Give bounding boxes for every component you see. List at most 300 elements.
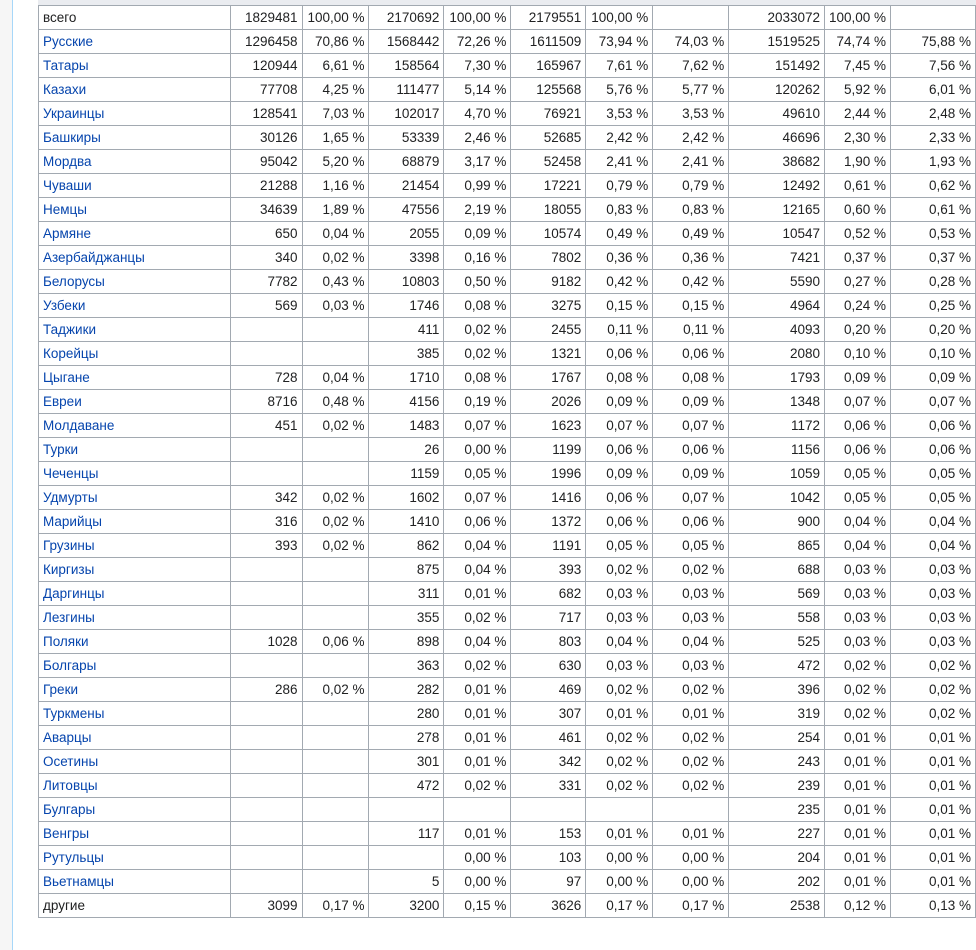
count-cell: 569: [230, 294, 302, 318]
share-cell: [302, 342, 369, 366]
count-cell: [230, 558, 302, 582]
count-cell: [230, 870, 302, 894]
count-cell: 865: [729, 534, 825, 558]
share-cell: [302, 774, 369, 798]
ethnic-group-cell[interactable]: [39, 750, 231, 774]
share-cell: 100,00 %: [586, 6, 653, 30]
share-cell: 0,03 %: [825, 582, 891, 606]
share-cell: 0,19 %: [444, 390, 511, 414]
ethnic-group-cell[interactable]: [39, 630, 231, 654]
count-cell: 117: [369, 822, 444, 846]
share-cell: 0,01 %: [825, 870, 891, 894]
ethnic-group-cell[interactable]: [39, 390, 231, 414]
ethnic-group-link[interactable]: Литовцы: [43, 778, 98, 793]
ethnic-group-link[interactable]: Немцы: [43, 202, 87, 217]
ethnic-group-link[interactable]: Грузины: [43, 538, 95, 553]
ethnic-group-link[interactable]: Венгры: [43, 826, 90, 841]
ethnic-group-link[interactable]: Киргизы: [43, 562, 95, 577]
share-cell: 0,36 %: [653, 246, 729, 270]
share-cell: 0,02 %: [586, 558, 653, 582]
ethnic-group-link[interactable]: Марийцы: [43, 514, 102, 529]
ethnic-group-cell[interactable]: [39, 822, 231, 846]
share-cell: 0,06 %: [825, 414, 891, 438]
count-cell: 1042: [729, 486, 825, 510]
share-cell: 75,88 %: [891, 30, 976, 54]
share-cell: 0,06 %: [586, 510, 653, 534]
share-cell: 0,04 %: [825, 510, 891, 534]
share-cell: 0,79 %: [653, 174, 729, 198]
table-row: [39, 750, 976, 774]
ethnic-group-link[interactable]: Украинцы: [43, 106, 105, 121]
ethnic-group-cell: [39, 6, 231, 30]
ethnic-group-label: всего: [43, 10, 77, 25]
count-cell: 38682: [729, 150, 825, 174]
count-cell: 282: [369, 678, 444, 702]
ethnic-group-cell[interactable]: [39, 270, 231, 294]
count-cell: 243: [729, 750, 825, 774]
share-cell: [302, 462, 369, 486]
table-row: [39, 606, 976, 630]
share-cell: 0,62 %: [891, 174, 976, 198]
share-cell: 5,77 %: [653, 78, 729, 102]
share-cell: 0,11 %: [586, 318, 653, 342]
table-row: [39, 246, 976, 270]
count-cell: 2538: [729, 894, 825, 918]
share-cell: 0,03 %: [586, 606, 653, 630]
share-cell: 0,53 %: [891, 222, 976, 246]
share-cell: 0,43 %: [302, 270, 369, 294]
share-cell: 2,30 %: [825, 126, 891, 150]
ethnic-group-link[interactable]: Башкиры: [43, 130, 101, 145]
share-cell: 2,42 %: [586, 126, 653, 150]
ethnic-group-cell[interactable]: [39, 294, 231, 318]
share-cell: 2,44 %: [825, 102, 891, 126]
count-cell: 393: [511, 558, 586, 582]
count-cell: 2080: [729, 342, 825, 366]
ethnic-group-link[interactable]: Молдаване: [43, 418, 115, 433]
count-cell: 120262: [729, 78, 825, 102]
share-cell: 0,09 %: [891, 366, 976, 390]
ethnic-group-link[interactable]: Чуваши: [43, 178, 92, 193]
share-cell: 0,08 %: [653, 366, 729, 390]
table-row: [39, 894, 976, 918]
share-cell: 1,90 %: [825, 150, 891, 174]
count-cell: 12165: [729, 198, 825, 222]
share-cell: 0,07 %: [586, 414, 653, 438]
ethnic-group-link[interactable]: Греки: [43, 682, 79, 697]
ethnic-group-link[interactable]: Даргинцы: [43, 586, 105, 601]
share-cell: 0,07 %: [444, 414, 511, 438]
count-cell: 9182: [511, 270, 586, 294]
table-row: [39, 318, 976, 342]
count-cell: 97: [511, 870, 586, 894]
share-cell: 0,02 %: [586, 774, 653, 798]
share-cell: 7,62 %: [653, 54, 729, 78]
share-cell: 7,30 %: [444, 54, 511, 78]
ethnic-group-cell[interactable]: [39, 558, 231, 582]
table-row: [39, 174, 976, 198]
share-cell: 0,01 %: [825, 798, 891, 822]
ethnic-group-cell[interactable]: [39, 102, 231, 126]
table-row: [39, 270, 976, 294]
count-cell: 3275: [511, 294, 586, 318]
share-cell: 1,16 %: [302, 174, 369, 198]
share-cell: [302, 438, 369, 462]
share-cell: 0,04 %: [653, 630, 729, 654]
ethnic-group-link[interactable]: Чеченцы: [43, 466, 99, 481]
count-cell: 128541: [230, 102, 302, 126]
share-cell: 0,42 %: [653, 270, 729, 294]
ethnic-group-link[interactable]: Армяне: [43, 226, 92, 241]
share-cell: 0,02 %: [444, 654, 511, 678]
table-row: [39, 198, 976, 222]
count-cell: 1410: [369, 510, 444, 534]
share-cell: 0,04 %: [891, 534, 976, 558]
ethnic-group-link[interactable]: Осетины: [43, 754, 99, 769]
table-row: [39, 222, 976, 246]
ethnic-group-link[interactable]: Болгары: [43, 658, 97, 673]
count-cell: 4156: [369, 390, 444, 414]
count-cell: 319: [729, 702, 825, 726]
count-cell: 1996: [511, 462, 586, 486]
share-cell: 100,00 %: [302, 6, 369, 30]
share-cell: 0,03 %: [302, 294, 369, 318]
ethnic-group-link[interactable]: Казахи: [43, 82, 87, 97]
share-cell: 0,09 %: [653, 390, 729, 414]
count-cell: 103: [511, 846, 586, 870]
share-cell: 0,12 %: [825, 894, 891, 918]
count-cell: 3398: [369, 246, 444, 270]
share-cell: 0,07 %: [825, 390, 891, 414]
ethnic-group-link[interactable]: Татары: [43, 58, 89, 73]
share-cell: 0,04 %: [444, 534, 511, 558]
count-cell: 239: [729, 774, 825, 798]
count-cell: 1416: [511, 486, 586, 510]
ethnic-group-cell[interactable]: [39, 798, 231, 822]
share-cell: 0,03 %: [653, 582, 729, 606]
share-cell: 0,03 %: [653, 606, 729, 630]
count-cell: 1348: [729, 390, 825, 414]
count-cell: 1793: [729, 366, 825, 390]
count-cell: 1602: [369, 486, 444, 510]
share-cell: 0,07 %: [653, 414, 729, 438]
table-row: [39, 390, 976, 414]
share-cell: 0,00 %: [444, 846, 511, 870]
share-cell: 0,05 %: [586, 534, 653, 558]
ethnic-group-cell[interactable]: [39, 174, 231, 198]
ethnic-group-link[interactable]: Рутульцы: [43, 850, 104, 865]
count-cell: 5590: [729, 270, 825, 294]
left-margin-strip: [0, 0, 13, 950]
table-row: [39, 558, 976, 582]
ethnic-group-link[interactable]: Туркмены: [43, 706, 105, 721]
share-cell: 0,02 %: [825, 678, 891, 702]
share-cell: 3,17 %: [444, 150, 511, 174]
count-cell: 7421: [729, 246, 825, 270]
count-cell: [230, 750, 302, 774]
count-cell: [230, 462, 302, 486]
share-cell: 0,79 %: [586, 174, 653, 198]
share-cell: 74,74 %: [825, 30, 891, 54]
share-cell: 0,06 %: [891, 438, 976, 462]
ethnic-group-cell[interactable]: [39, 486, 231, 510]
ethnic-group-cell[interactable]: [39, 318, 231, 342]
ethnic-group-cell[interactable]: [39, 774, 231, 798]
share-cell: 6,61 %: [302, 54, 369, 78]
ethnic-group-cell[interactable]: [39, 246, 231, 270]
count-cell: 385: [369, 342, 444, 366]
share-cell: 0,01 %: [653, 702, 729, 726]
ethnic-group-cell[interactable]: [39, 222, 231, 246]
count-cell: 396: [729, 678, 825, 702]
count-cell: 4964: [729, 294, 825, 318]
count-cell: 2179551: [511, 6, 586, 30]
count-cell: 1746: [369, 294, 444, 318]
count-cell: 3099: [230, 894, 302, 918]
table-row: [39, 582, 976, 606]
ethnic-group-cell[interactable]: [39, 606, 231, 630]
count-cell: 102017: [369, 102, 444, 126]
ethnic-group-link[interactable]: Корейцы: [43, 346, 99, 361]
ethnic-group-link[interactable]: Узбеки: [43, 298, 86, 313]
share-cell: 0,02 %: [444, 342, 511, 366]
share-cell: 0,10 %: [891, 342, 976, 366]
share-cell: 0,02 %: [653, 774, 729, 798]
table-row: [39, 150, 976, 174]
ethnic-group-link[interactable]: Русские: [43, 34, 94, 49]
count-cell: 1623: [511, 414, 586, 438]
count-cell: 1829481: [230, 6, 302, 30]
share-cell: 2,41 %: [653, 150, 729, 174]
count-cell: [369, 798, 444, 822]
count-cell: 1028: [230, 630, 302, 654]
ethnic-group-cell[interactable]: [39, 678, 231, 702]
ethnic-group-cell[interactable]: [39, 534, 231, 558]
share-cell: 0,09 %: [825, 366, 891, 390]
share-cell: [302, 558, 369, 582]
count-cell: 340: [230, 246, 302, 270]
ethnic-group-cell[interactable]: [39, 54, 231, 78]
share-cell: 0,04 %: [302, 222, 369, 246]
count-cell: 2455: [511, 318, 586, 342]
ethnic-group-link[interactable]: Азербайджанцы: [43, 250, 145, 265]
ethnic-group-cell[interactable]: [39, 654, 231, 678]
ethnic-group-cell[interactable]: [39, 366, 231, 390]
share-cell: 0,20 %: [891, 318, 976, 342]
count-cell: 682: [511, 582, 586, 606]
ethnic-group-cell[interactable]: [39, 510, 231, 534]
share-cell: 0,83 %: [586, 198, 653, 222]
table-row: [39, 510, 976, 534]
ethnic-group-cell[interactable]: [39, 462, 231, 486]
share-cell: 0,01 %: [586, 822, 653, 846]
share-cell: 0,01 %: [444, 750, 511, 774]
share-cell: 4,25 %: [302, 78, 369, 102]
share-cell: [302, 318, 369, 342]
share-cell: 0,06 %: [653, 438, 729, 462]
ethnic-group-cell[interactable]: [39, 150, 231, 174]
count-cell: 900: [729, 510, 825, 534]
share-cell: 0,17 %: [586, 894, 653, 918]
share-cell: 0,06 %: [653, 342, 729, 366]
share-cell: 0,07 %: [891, 390, 976, 414]
table-row: [39, 486, 976, 510]
table-row: [39, 846, 976, 870]
share-cell: 70,86 %: [302, 30, 369, 54]
count-cell: 451: [230, 414, 302, 438]
share-cell: 0,05 %: [444, 462, 511, 486]
share-cell: 7,61 %: [586, 54, 653, 78]
count-cell: [230, 774, 302, 798]
count-cell: [230, 726, 302, 750]
count-cell: 26: [369, 438, 444, 462]
ethnic-group-link[interactable]: Поляки: [43, 634, 89, 649]
share-cell: 0,03 %: [891, 582, 976, 606]
ethnic-group-cell[interactable]: [39, 342, 231, 366]
count-cell: 77708: [230, 78, 302, 102]
share-cell: [586, 798, 653, 822]
share-cell: 0,49 %: [653, 222, 729, 246]
share-cell: 0,02 %: [444, 318, 511, 342]
share-cell: 2,19 %: [444, 198, 511, 222]
share-cell: 0,24 %: [825, 294, 891, 318]
ethnic-group-link[interactable]: Аварцы: [43, 730, 92, 745]
count-cell: 1172: [729, 414, 825, 438]
share-cell: 2,33 %: [891, 126, 976, 150]
ethnic-group-cell[interactable]: [39, 846, 231, 870]
share-cell: 0,01 %: [586, 702, 653, 726]
share-cell: [653, 6, 729, 30]
share-cell: [302, 750, 369, 774]
count-cell: [230, 342, 302, 366]
ethnic-group-cell[interactable]: [39, 414, 231, 438]
ethnic-group-link[interactable]: Таджики: [43, 322, 97, 337]
count-cell: 120944: [230, 54, 302, 78]
count-cell: 1059: [729, 462, 825, 486]
count-cell: 125568: [511, 78, 586, 102]
ethnic-group-link[interactable]: Вьетнамцы: [43, 874, 114, 889]
count-cell: 1321: [511, 342, 586, 366]
share-cell: 0,00 %: [653, 870, 729, 894]
count-cell: 21288: [230, 174, 302, 198]
table-row: [39, 126, 976, 150]
share-cell: 0,01 %: [825, 750, 891, 774]
ethnic-group-cell[interactable]: [39, 726, 231, 750]
share-cell: 0,02 %: [825, 654, 891, 678]
share-cell: [302, 654, 369, 678]
count-cell: 461: [511, 726, 586, 750]
ethnic-group-cell[interactable]: [39, 702, 231, 726]
count-cell: 331: [511, 774, 586, 798]
share-cell: 0,03 %: [891, 630, 976, 654]
ethnic-group-link[interactable]: Удмурты: [43, 490, 98, 505]
share-cell: 0,00 %: [444, 870, 511, 894]
share-cell: 0,00 %: [653, 846, 729, 870]
ethnic-group-link[interactable]: Мордва: [43, 154, 92, 169]
ethnic-group-link[interactable]: Евреи: [43, 394, 82, 409]
count-cell: 1199: [511, 438, 586, 462]
share-cell: 0,52 %: [825, 222, 891, 246]
share-cell: 0,05 %: [825, 462, 891, 486]
share-cell: 0,42 %: [586, 270, 653, 294]
share-cell: 0,01 %: [825, 846, 891, 870]
count-cell: 316: [230, 510, 302, 534]
count-cell: 2055: [369, 222, 444, 246]
share-cell: 0,01 %: [825, 726, 891, 750]
share-cell: 0,02 %: [653, 726, 729, 750]
share-cell: 0,61 %: [825, 174, 891, 198]
count-cell: 525: [729, 630, 825, 654]
share-cell: 100,00 %: [444, 6, 511, 30]
count-cell: 10574: [511, 222, 586, 246]
ethnic-group-link[interactable]: Цыгане: [43, 370, 90, 385]
count-cell: 1372: [511, 510, 586, 534]
share-cell: 0,07 %: [653, 486, 729, 510]
count-cell: 10803: [369, 270, 444, 294]
count-cell: 688: [729, 558, 825, 582]
share-cell: 3,53 %: [653, 102, 729, 126]
share-cell: 0,02 %: [586, 726, 653, 750]
share-cell: 0,08 %: [586, 366, 653, 390]
ethnic-group-link[interactable]: Лезгины: [43, 610, 95, 625]
ethnic-group-cell[interactable]: [39, 78, 231, 102]
ethnic-group-cell[interactable]: [39, 126, 231, 150]
ethnic-group-link[interactable]: Булгары: [43, 802, 96, 817]
share-cell: 0,15 %: [653, 294, 729, 318]
ethnic-group-cell[interactable]: [39, 582, 231, 606]
share-cell: 0,05 %: [825, 486, 891, 510]
share-cell: 0,02 %: [586, 678, 653, 702]
table-row: [39, 342, 976, 366]
table-row: [39, 774, 976, 798]
share-cell: 0,01 %: [891, 822, 976, 846]
count-cell: 46696: [729, 126, 825, 150]
count-cell: [230, 318, 302, 342]
count-cell: 1156: [729, 438, 825, 462]
count-cell: 411: [369, 318, 444, 342]
count-cell: 3200: [369, 894, 444, 918]
count-cell: 2026: [511, 390, 586, 414]
share-cell: 0,37 %: [825, 246, 891, 270]
count-cell: 52458: [511, 150, 586, 174]
share-cell: 0,03 %: [586, 654, 653, 678]
share-cell: 0,02 %: [653, 750, 729, 774]
share-cell: 0,02 %: [302, 414, 369, 438]
count-cell: 278: [369, 726, 444, 750]
share-cell: 0,61 %: [891, 198, 976, 222]
count-cell: 1611509: [511, 30, 586, 54]
share-cell: 0,01 %: [444, 582, 511, 606]
ethnic-group-cell[interactable]: [39, 438, 231, 462]
ethnic-group-cell[interactable]: [39, 870, 231, 894]
count-cell: 472: [729, 654, 825, 678]
count-cell: 717: [511, 606, 586, 630]
ethnic-group-link[interactable]: Турки: [43, 442, 79, 457]
share-cell: 0,04 %: [891, 510, 976, 534]
ethnic-group-cell[interactable]: [39, 30, 231, 54]
share-cell: 2,42 %: [653, 126, 729, 150]
count-cell: 286: [230, 678, 302, 702]
count-cell: 165967: [511, 54, 586, 78]
share-cell: 0,07 %: [444, 486, 511, 510]
ethnic-group-cell[interactable]: [39, 198, 231, 222]
table-body: [39, 6, 976, 918]
count-cell: 17221: [511, 174, 586, 198]
ethnic-group-link[interactable]: Белорусы: [43, 274, 105, 289]
count-cell: 1519525: [729, 30, 825, 54]
share-cell: 0,08 %: [444, 366, 511, 390]
share-cell: 0,83 %: [653, 198, 729, 222]
